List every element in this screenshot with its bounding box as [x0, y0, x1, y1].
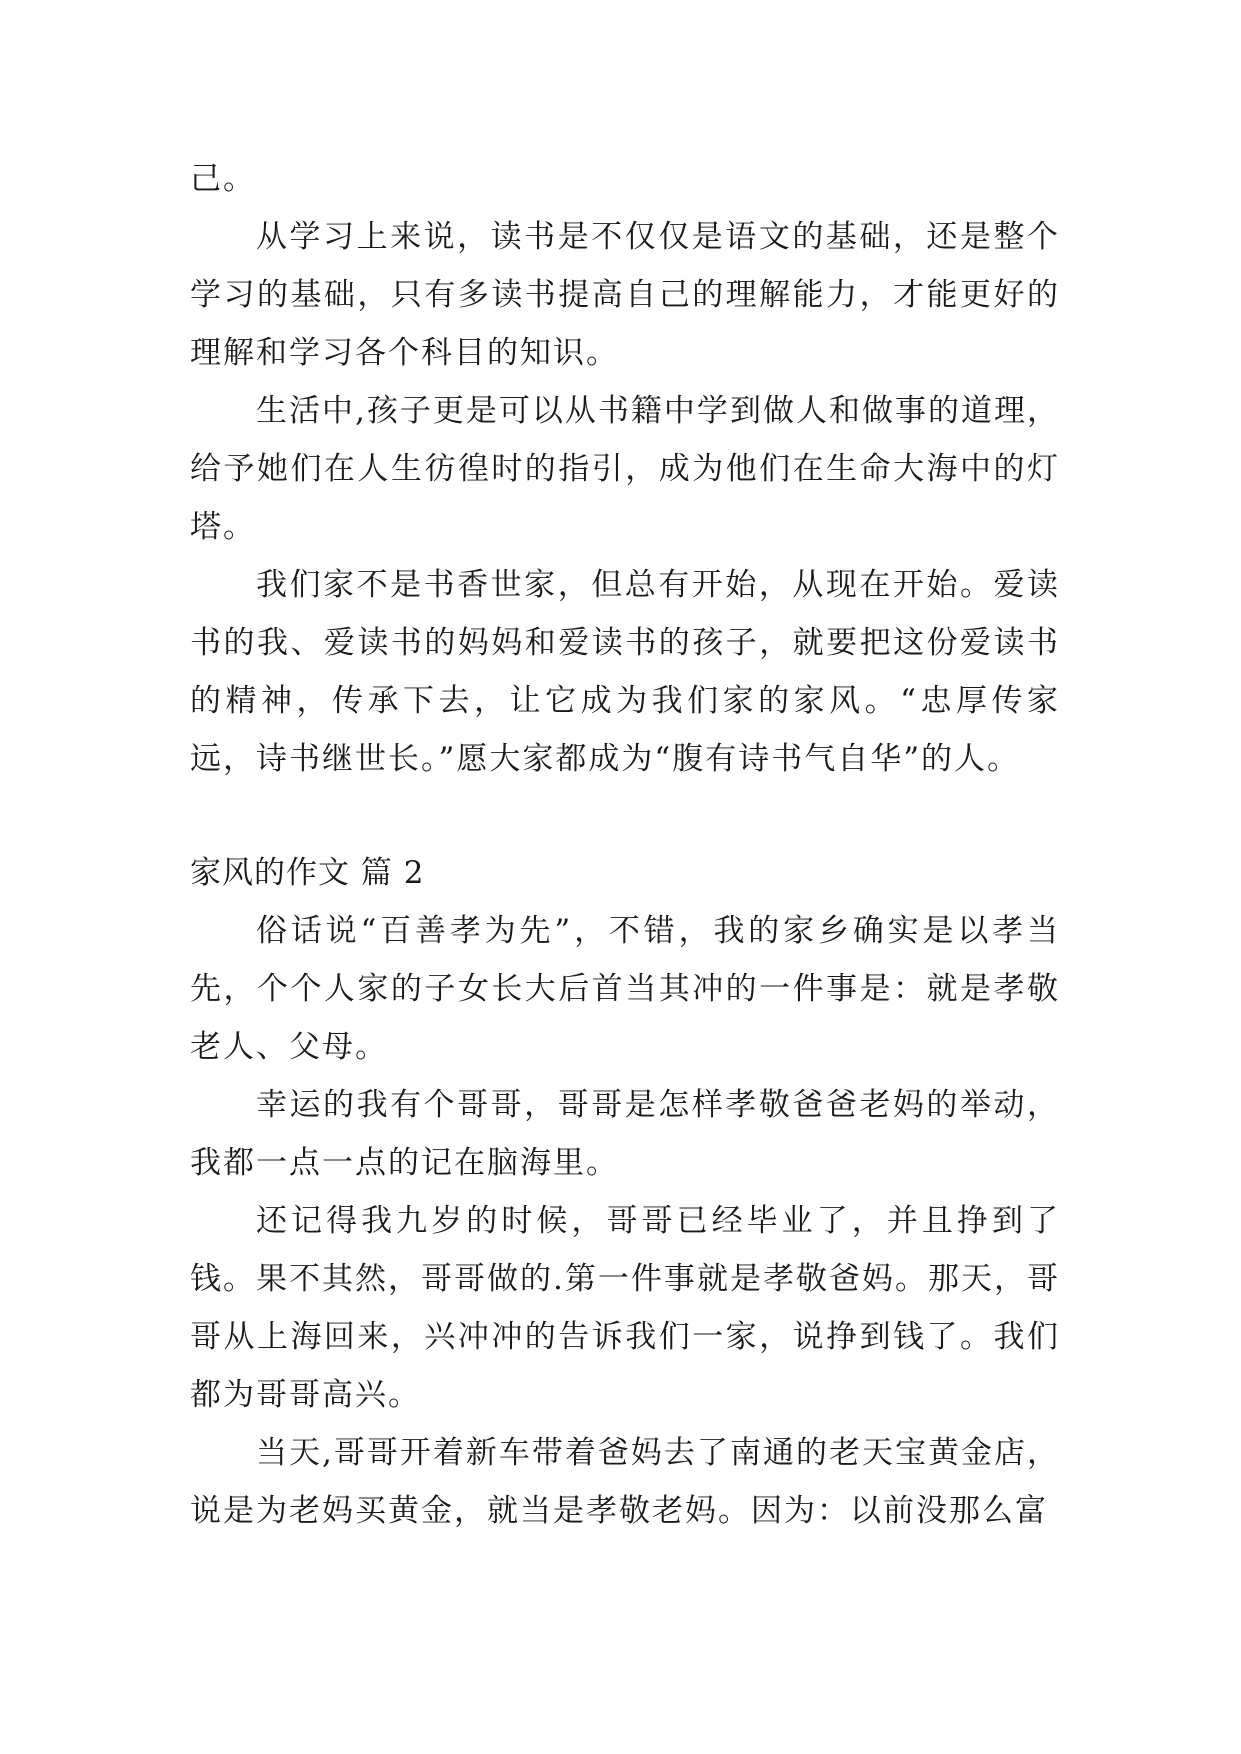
- paragraph-family-tradition: 我们家不是书香世家，但总有开始，从现在开始。爱读书的我、爱读书的妈妈和爱读书的孩子，就要把这份爱读书的精神，传承下去，让它成为我们家的家风。“忠厚传家远，诗书继世长。”愿大家都成为“腹有诗书气自华”的人。: [190, 567, 1060, 777]
- document-body: [190, 150, 1060, 1540]
- paragraph-continuation: 己。: [190, 161, 256, 197]
- section-spacer: [190, 788, 1060, 844]
- paragraph-filial-piety: 俗话说“百善孝为先”，不错，我的家乡确实是以孝当先，个个人家的子女长大后首当其冲的一件事是：就是孝敬老人、父母。: [190, 913, 1060, 1065]
- paragraph-study: 从学习上来说，读书是不仅仅是语文的基础，还是整个学习的基础，只有多读书提高自己的理解能力，才能更好的理解和学习各个科目的知识。: [190, 219, 1060, 371]
- paragraph-brother: 幸运的我有个哥哥，哥哥是怎样孝敬爸爸老妈的举动，我都一点一点的记在脑海里。: [190, 1087, 1060, 1181]
- paragraph-life: 生活中,孩子更是可以从书籍中学到做人和做事的道理，给予她们在人生彷徨时的指引，成为他们在生命大海中的灯塔。: [190, 393, 1060, 545]
- paragraph-memory: 还记得我九岁的时候，哥哥已经毕业了，并且挣到了钱。果不其然，哥哥做的.第一件事就是孝敬爸妈。那天，哥哥从上海回来，兴冲冲的告诉我们一家，说挣到钱了。我们都为哥哥高兴。: [190, 1203, 1060, 1413]
- paragraph-gold-shop: 当天,哥哥开着新车带着爸妈去了南通的老天宝黄金店，说是为老妈买黄金，就当是孝敬老妈。因为：以前没那么富: [190, 1435, 1060, 1529]
- section-heading: 家风的作文 篇 2: [190, 855, 425, 891]
